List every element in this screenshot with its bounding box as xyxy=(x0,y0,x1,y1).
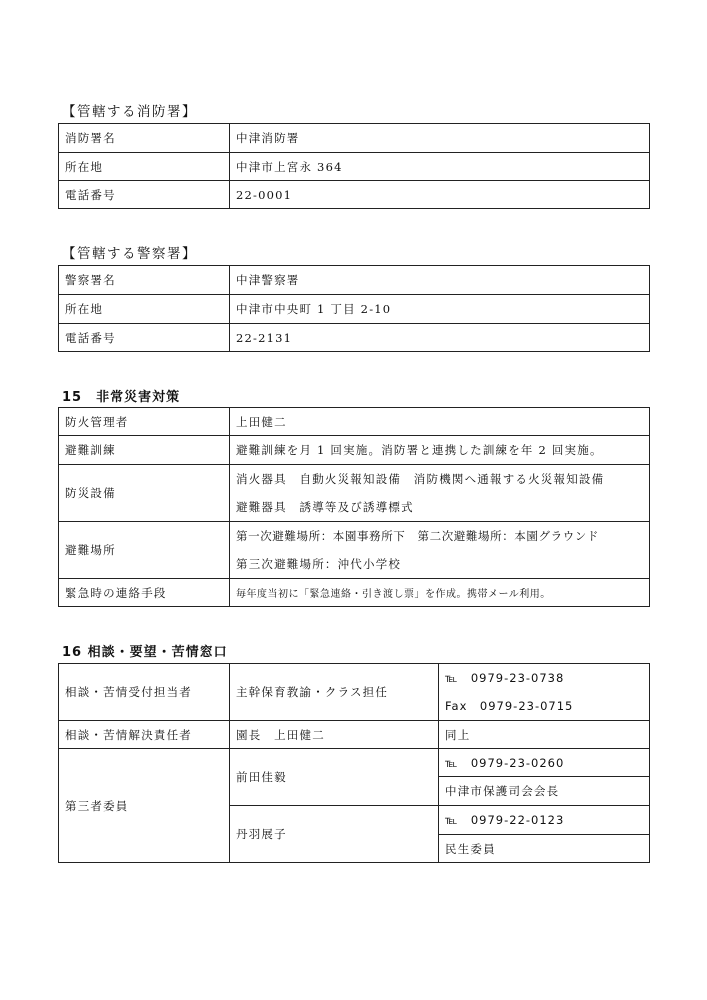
disaster-equipment-line: 避難器具 誘導等及び誘導標式 xyxy=(236,500,414,514)
evacuation-site-label: 避難場所 xyxy=(59,522,230,579)
disaster-equipment-label: 防災設備 xyxy=(59,465,230,522)
table-row xyxy=(59,124,650,153)
fire-manager-value: 上田健二 xyxy=(230,408,650,436)
member2-tel: ℡ 0979-22-0123 xyxy=(439,806,650,835)
table-row xyxy=(59,721,650,749)
police-station-name-value: 中津警察署 xyxy=(230,266,650,295)
table-row xyxy=(59,522,650,579)
third-party-label: 第三者委員 xyxy=(59,749,230,863)
fire-station-table xyxy=(58,123,650,209)
fire-station-heading: 【管轄する消防署】 xyxy=(62,104,197,120)
member1-tel: ℡ 0979-23-0260 xyxy=(439,749,650,777)
member2-name: 丹羽展子 xyxy=(230,806,439,863)
evacuation-drill-label: 避難訓練 xyxy=(59,436,230,465)
table-row xyxy=(59,579,650,607)
member2-role: 民生委員 xyxy=(439,835,650,863)
fire-station-name-value: 中津消防署 xyxy=(230,124,650,153)
reception-contact xyxy=(439,664,650,721)
police-station-name-label: 警察署名 xyxy=(59,266,230,295)
fire-manager-label: 防火管理者 xyxy=(59,408,230,436)
reception-fax: Fax 0979-23-0715 xyxy=(445,699,574,713)
resolution-label: 相談・苦情解決責任者 xyxy=(59,721,230,749)
table-row xyxy=(59,408,650,436)
table-row xyxy=(59,295,650,324)
reception-tel: ℡ 0979-23-0738 xyxy=(445,671,565,685)
table-row xyxy=(59,664,650,721)
reception-value: 主幹保育教諭・クラス担任 xyxy=(230,664,439,721)
evacuation-drill-value: 避難訓練を月 1 回実施。消防署と連携した訓練を年 2 回実施。 xyxy=(230,436,650,465)
table-row xyxy=(59,324,650,352)
fire-station-name-label: 消防署名 xyxy=(59,124,230,153)
resolution-value: 園長 上田健二 xyxy=(230,721,439,749)
disaster-table xyxy=(58,407,650,607)
police-station-phone-value: 22-2131 xyxy=(230,324,650,352)
consult-heading: 16 相談・要望・苦情窓口 xyxy=(62,645,228,660)
member1-name: 前田佳毅 xyxy=(230,749,439,806)
fire-station-phone-value: 22-0001 xyxy=(230,181,650,209)
fire-station-address-label: 所在地 xyxy=(59,153,230,181)
table-row xyxy=(59,181,650,209)
evacuation-site-value xyxy=(230,522,650,579)
fire-station-address-value: 中津市上宮永 364 xyxy=(230,153,650,181)
fire-station-phone-label: 電話番号 xyxy=(59,181,230,209)
member1-role: 中津市保護司会会長 xyxy=(439,777,650,806)
police-station-phone-label: 電話番号 xyxy=(59,324,230,352)
table-row xyxy=(59,266,650,295)
disaster-equipment-value xyxy=(230,465,650,522)
police-station-table xyxy=(58,265,650,352)
table-row xyxy=(59,436,650,465)
disaster-heading: 15 非常災害対策 xyxy=(62,390,181,405)
police-station-heading: 【管轄する警察署】 xyxy=(62,246,197,262)
reception-label: 相談・苦情受付担当者 xyxy=(59,664,230,721)
resolution-contact: 同上 xyxy=(439,721,650,749)
evacuation-site-line: 第一次避難場所：本園事務所下 第二次避難場所：本園グラウンド xyxy=(236,529,599,543)
table-row xyxy=(59,749,650,777)
emergency-contact-value: 毎年度当初に「緊急連絡・引き渡し票」を作成。携帯メール利用。 xyxy=(230,579,650,607)
police-station-address-value: 中津市中央町 1 丁目 2-10 xyxy=(230,295,650,324)
evacuation-site-line: 第三次避難場所：沖代小学校 xyxy=(236,557,402,571)
consult-table xyxy=(58,663,650,863)
table-row xyxy=(59,153,650,181)
emergency-contact-label: 緊急時の連絡手段 xyxy=(59,579,230,607)
table-row xyxy=(59,465,650,522)
disaster-equipment-line: 消火器具 自動火災報知設備 消防機関へ通報する火災報知設備 xyxy=(236,472,605,486)
police-station-address-label: 所在地 xyxy=(59,295,230,324)
